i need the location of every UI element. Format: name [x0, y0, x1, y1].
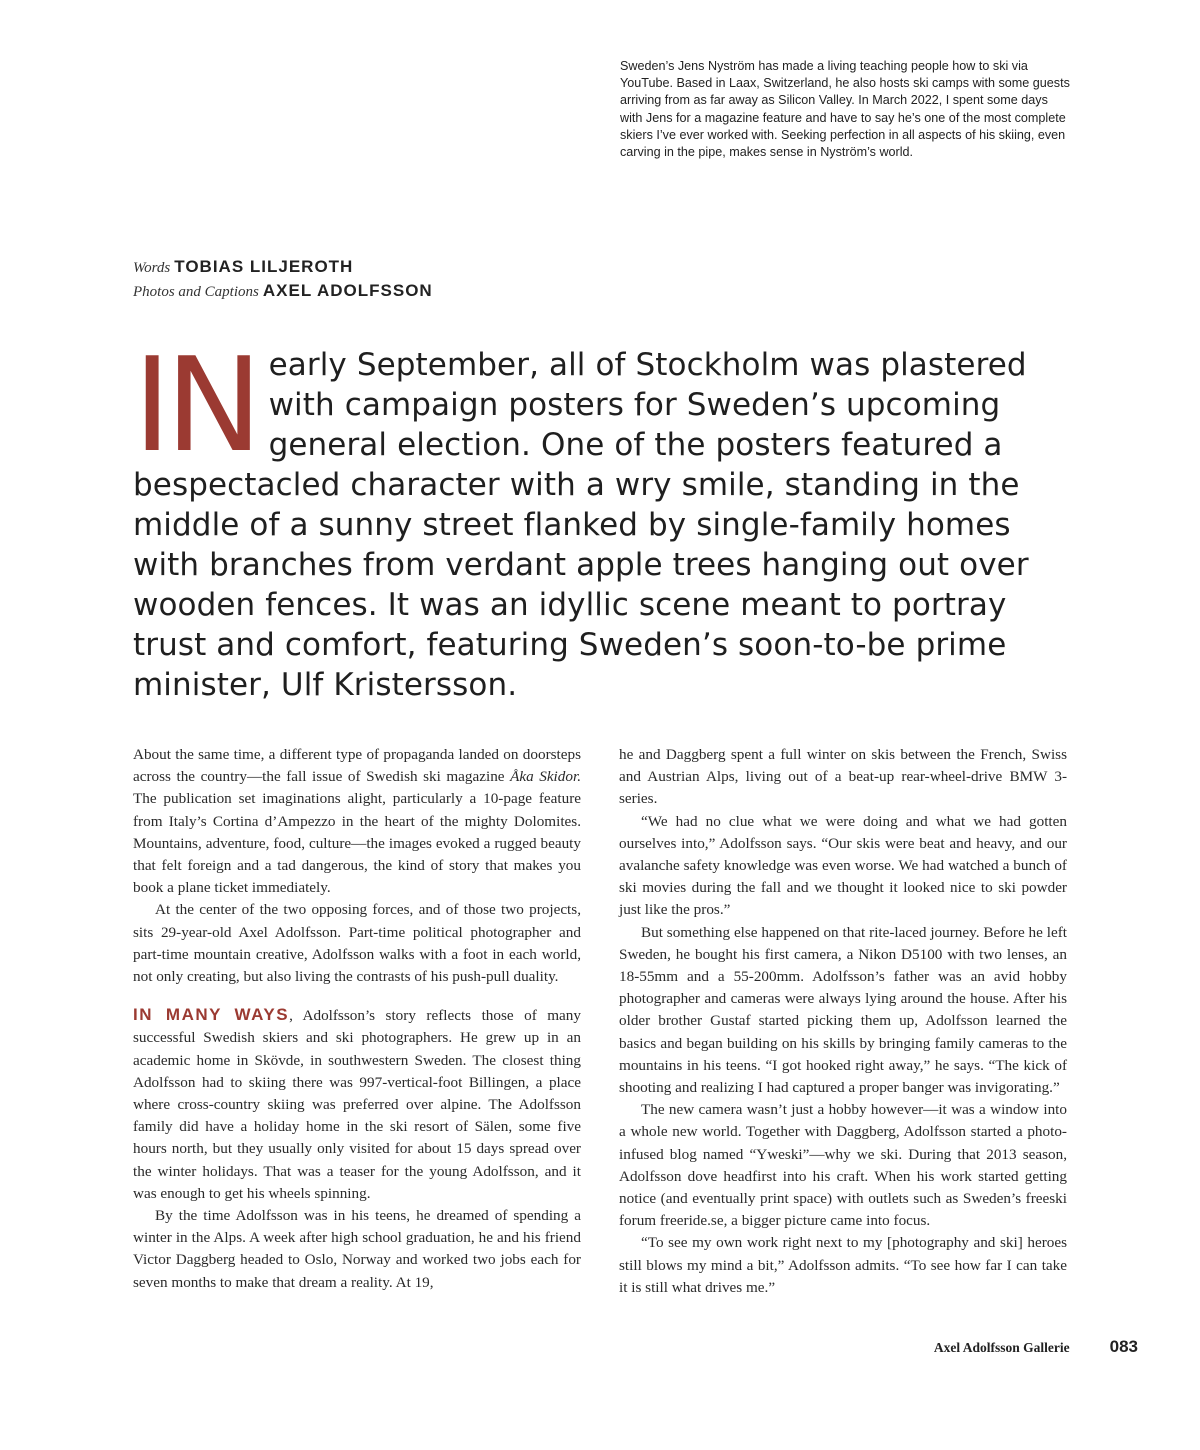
body-paragraph — [133, 1004, 581, 1205]
body-paragraph: “We had no clue what we were doing and what we had gotten ourselves into,” Adolfsson says. “Our skis were beat and heavy, and our avalanche safety knowledge was even worse. We had watched a bunch of ski movies during the fall and we thought it looked nice to ski powder just like the pros.” — [619, 812, 1067, 919]
lede-paragraph — [133, 329, 1073, 705]
byline-words-name: TOBIAS LILJEROTH — [174, 257, 354, 276]
body-text: The publication set imaginations alight, particularly a 10-page feature from Italy’s Cortina d’Ampezzo in the heart of the mighty Dolomites. Mountains, adventure, food, culture—the images evoked a rugged beauty that felt foreign and a tad dangerous, the kind of story that makes you book a plane ticket immediately. — [133, 790, 581, 897]
lede-text: early September, all of Stockholm was plastered with campaign posters for Sweden’s upcoming general election. One of the posters featured a bespectacled character with a wry smile, standing in the middle of a sunny street flanked by single-family homes with branches from verdant apple trees hanging out over wooden fences. It was an idyllic scene meant to portray trust and comfort, featuring Sweden’s soon-to-be prime minister, Ulf Kristersson. — [133, 347, 1029, 703]
byline-photos — [133, 279, 433, 303]
body-column-right — [619, 744, 1067, 1299]
magazine-title: Åka Skidor. — [510, 768, 581, 786]
byline-words-label: Words — [133, 260, 171, 276]
footer-publication-title: Axel Adolfsson Gallerie — [933, 1340, 1070, 1355]
byline — [133, 255, 433, 303]
page-footer — [934, 1337, 1138, 1357]
body-paragraph — [133, 744, 581, 899]
byline-words — [133, 255, 433, 279]
body-paragraph: But something else happened on that rite-laced journey. Before he left Sweden, he bought his first camera, a Nikon D5100 with two lenses, an 18-55mm and a 55-200mm. Adolfsson’s father was an avid hobby photographer and cameras were always lying around the house. After his older brother Gustaf started picking them up, Adolfsson learned the basics and began building on his skills by bringing family cameras to the mountains in his teens. “I got hooked right away,” he says. “The kick of shooting and realizing I had captured a proper banger was invigorating.” — [619, 923, 1067, 1097]
section-kicker: IN MANY WAYS — [133, 1005, 290, 1025]
body-text: About the same time, a different type of propaganda landed on doorsteps across the country—the fall issue of Swedish ski magazine — [133, 746, 581, 786]
drop-cap: IN — [133, 329, 257, 481]
body-paragraph: At the center of the two opposing forces, and of those two projects, sits 29-year-old Axel Adolfsson. Part-time political photographer and part-time mountain creative, Adolfsson walks with a foot in each world, not only creating, but also living the contrasts of his push-pull duality. — [133, 901, 581, 986]
page-number: 083 — [1109, 1337, 1138, 1356]
body-paragraph: By the time Adolfsson was in his teens, he dreamed of spending a winter in the Alps. A week after high school graduation, he and his friend Victor Daggberg headed to Oslo, Norway and worked two jobs each for seven months to make that dream a reality. At 19, — [133, 1207, 581, 1291]
body-text: , Adolfsson’s story reflects those of many successful Swedish skiers and ski photographers. He grew up in an academic home in Skövde, in southwestern Sweden. The closest thing Adolfsson had to skiing there was 997-vertical-foot Billingen, a place where cross-country skiing was preferred over alpine. The Adolfsson family did have a holiday home in the ski resort of Sälen, some five hours north, but they usually only visited for about 15 days spread over the winter holidays. That was a teaser for the young Adolfsson, and it was enough to get his wheels spinning. — [133, 1007, 581, 1202]
byline-photos-name: AXEL ADOLFSSON — [262, 281, 433, 300]
body-column-left — [133, 744, 581, 1294]
body-paragraph: he and Daggberg spent a full winter on skis between the French, Swiss and Austrian Alps, living out of a beat-up rear-wheel-drive BMW 3-series. — [619, 746, 1067, 808]
byline-photos-label: Photos and Captions — [133, 284, 259, 300]
photo-caption: Sweden’s Jens Nyström has made a living teaching people how to ski via YouTube. Based in Laax, Switzerland, he also hosts ski camps with some guests arriving from as far away as Silicon Valley. In March 2022, I spent some days with Jens for a magazine feature and have to say he’s one of the most complete skiers I’ve ever worked with. Seeking perfection in all aspects of his skiing, even carving in the pipe, makes sense in Nyström’s world. — [620, 59, 1070, 160]
body-paragraph: The new camera wasn’t just a hobby however—it was a window into a whole new world. Together with Daggberg, Adolfsson started a photo-infused blog named “Yweski”—why we ski. During that 2013 season, Adolfsson dove headfirst into his craft. When his work started getting notice (and eventually print space) with outlets such as Sweden’s freeski forum freeride.se, a bigger picture came into focus. — [619, 1101, 1067, 1230]
body-paragraph: “To see my own work right next to my [photography and ski] heroes still blows my mind a bit,” Adolfsson admits. “To see how far I can take it is still what drives me.” — [619, 1234, 1067, 1296]
